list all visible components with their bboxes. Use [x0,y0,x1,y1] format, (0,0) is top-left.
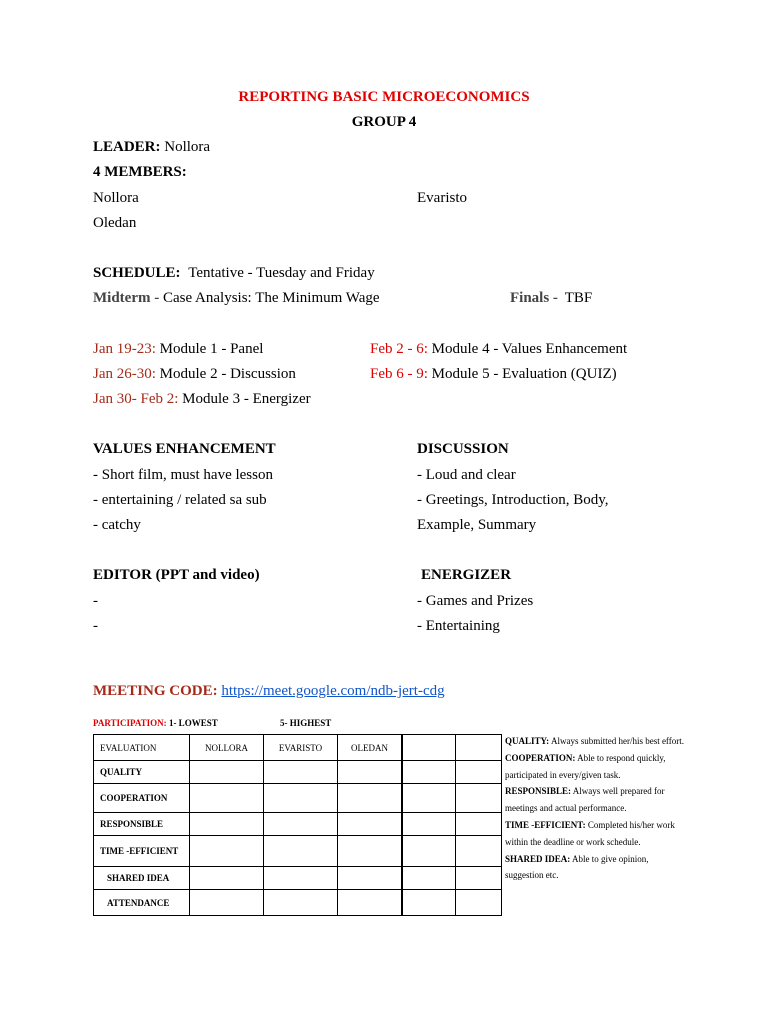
criterion-cell: QUALITY [94,761,190,784]
module-text: Module 2 - Discussion [159,366,296,382]
module-item [93,365,296,383]
meeting-line [93,682,445,700]
criteria-item: COOPERATION: Able to respond quickly, participated in every/given task. [505,752,666,780]
score-cell[interactable] [190,867,264,890]
score-cell[interactable] [338,784,403,813]
module-text: Module 3 - Energizer [182,391,311,407]
score-cell[interactable] [456,813,502,836]
score-cell[interactable] [264,813,338,836]
leader-label: LEADER: [93,139,161,155]
score-cell[interactable] [338,836,403,867]
module-item [370,340,627,358]
table-row [94,761,502,784]
table-header: NOLLORA [190,735,264,761]
discussion-item: Example, Summary [417,517,537,533]
values-item: - entertaining / related sa sub [93,492,267,508]
energizer-heading: ENERGIZER [421,567,512,583]
score-cell[interactable] [190,761,264,784]
score-cell[interactable] [190,890,264,916]
leader-name: Nollora [164,139,211,155]
midterm-line [93,289,380,307]
score-cell[interactable] [190,784,264,813]
score-cell[interactable] [456,836,502,867]
values-item: - Short film, must have lesson [93,467,273,483]
score-cell[interactable] [264,761,338,784]
module-text: Module 1 - Panel [159,341,264,357]
module-item [370,365,617,383]
criteria-legend [505,733,685,884]
criterion-cell: TIME -EFFICIENT [94,836,190,867]
participation-high: 5- HIGHEST [280,718,332,728]
score-cell[interactable] [402,813,456,836]
module-date: Jan 30- Feb 2: [93,391,179,407]
module-item [93,340,263,358]
module-date: Jan 19-23: [93,341,156,357]
module-date: Jan 26-30: [93,366,156,382]
members-label: 4 MEMBERS: [93,164,187,180]
document-title: REPORTING BASIC MICROECONOMICS [238,89,530,105]
table-row [94,813,502,836]
midterm-value: Case Analysis: The Minimum Wage [162,290,380,306]
group-label: GROUP 4 [351,114,417,130]
score-cell[interactable] [338,761,403,784]
table-row [94,890,502,916]
leader-line [93,138,210,156]
member-name: Evaristo [417,190,467,206]
score-cell[interactable] [402,890,456,916]
module-date: Feb 2 - 6: [370,341,428,357]
schedule-line [93,264,375,282]
member-name: Oledan [93,215,137,231]
score-cell[interactable] [190,813,264,836]
score-cell[interactable] [264,890,338,916]
table-header: OLEDAN [338,735,403,761]
discussion-item: - Greetings, Introduction, Body, [417,492,609,508]
editor-item: - [93,593,98,609]
schedule-value: Tentative - Tuesday and Friday [188,265,375,281]
evaluation-table [93,734,502,916]
table-row [94,784,502,813]
score-cell[interactable] [456,761,502,784]
score-cell[interactable] [456,867,502,890]
values-item: - catchy [93,517,141,533]
criteria-item: RESPONSIBLE: Always well prepared for meetings and actual performance. [505,786,665,814]
energizer-item: - Entertaining [417,618,500,634]
meeting-link[interactable]: https://meet.google.com/ndb-jert-cdg [221,683,445,699]
table-header-row [94,735,502,761]
table-header [402,735,456,761]
midterm-label: Midterm - [93,290,160,306]
participation-label: PARTICIPATION: [93,718,167,728]
table-header: EVARISTO [264,735,338,761]
score-cell[interactable] [456,890,502,916]
participation-line [93,718,218,728]
score-cell[interactable] [338,867,403,890]
member-name: Nollora [93,190,139,206]
editor-item: - [93,618,98,634]
table-header: EVALUATION [94,735,190,761]
score-cell[interactable] [190,836,264,867]
table-row [94,836,502,867]
finals-label: Finals - [510,290,558,306]
criterion-cell: SHARED IDEA [94,867,190,890]
score-cell[interactable] [338,813,403,836]
score-cell[interactable] [402,867,456,890]
schedule-label: SCHEDULE: [93,265,181,281]
criteria-item: QUALITY: Always submitted her/his best effort. [505,736,685,746]
criterion-cell: ATTENDANCE [94,890,190,916]
criteria-item: SHARED IDEA: Able to give opinion, suggestion etc. [505,853,649,881]
editor-heading: EDITOR (PPT and video) [93,567,260,583]
score-cell[interactable] [456,784,502,813]
criteria-item: TIME -EFFICIENT: Completed his/her work within the deadline or work schedule. [505,819,675,847]
energizer-item: - Games and Prizes [417,593,534,609]
finals-line [510,289,592,307]
module-text: Module 5 - Evaluation (QUIZ) [431,366,617,382]
participation-low: 1- LOWEST [168,718,218,728]
module-date: Feb 6 - 9: [370,366,428,382]
score-cell[interactable] [264,867,338,890]
discussion-item: - Loud and clear [417,467,516,483]
module-text: Module 4 - Values Enhancement [431,341,628,357]
score-cell[interactable] [402,836,456,867]
table-header [456,735,502,761]
score-cell[interactable] [264,836,338,867]
score-cell[interactable] [264,784,338,813]
score-cell[interactable] [402,761,456,784]
score-cell[interactable] [338,890,403,916]
meeting-label: MEETING CODE: [93,683,218,699]
discussion-heading: DISCUSSION [417,441,509,457]
values-enhancement-heading: VALUES ENHANCEMENT [93,441,276,457]
module-item [93,390,311,408]
score-cell[interactable] [402,784,456,813]
finals-value: TBF [564,290,593,306]
criterion-cell: COOPERATION [94,784,190,813]
table-row [94,867,502,890]
criterion-cell: RESPONSIBLE [94,813,190,836]
